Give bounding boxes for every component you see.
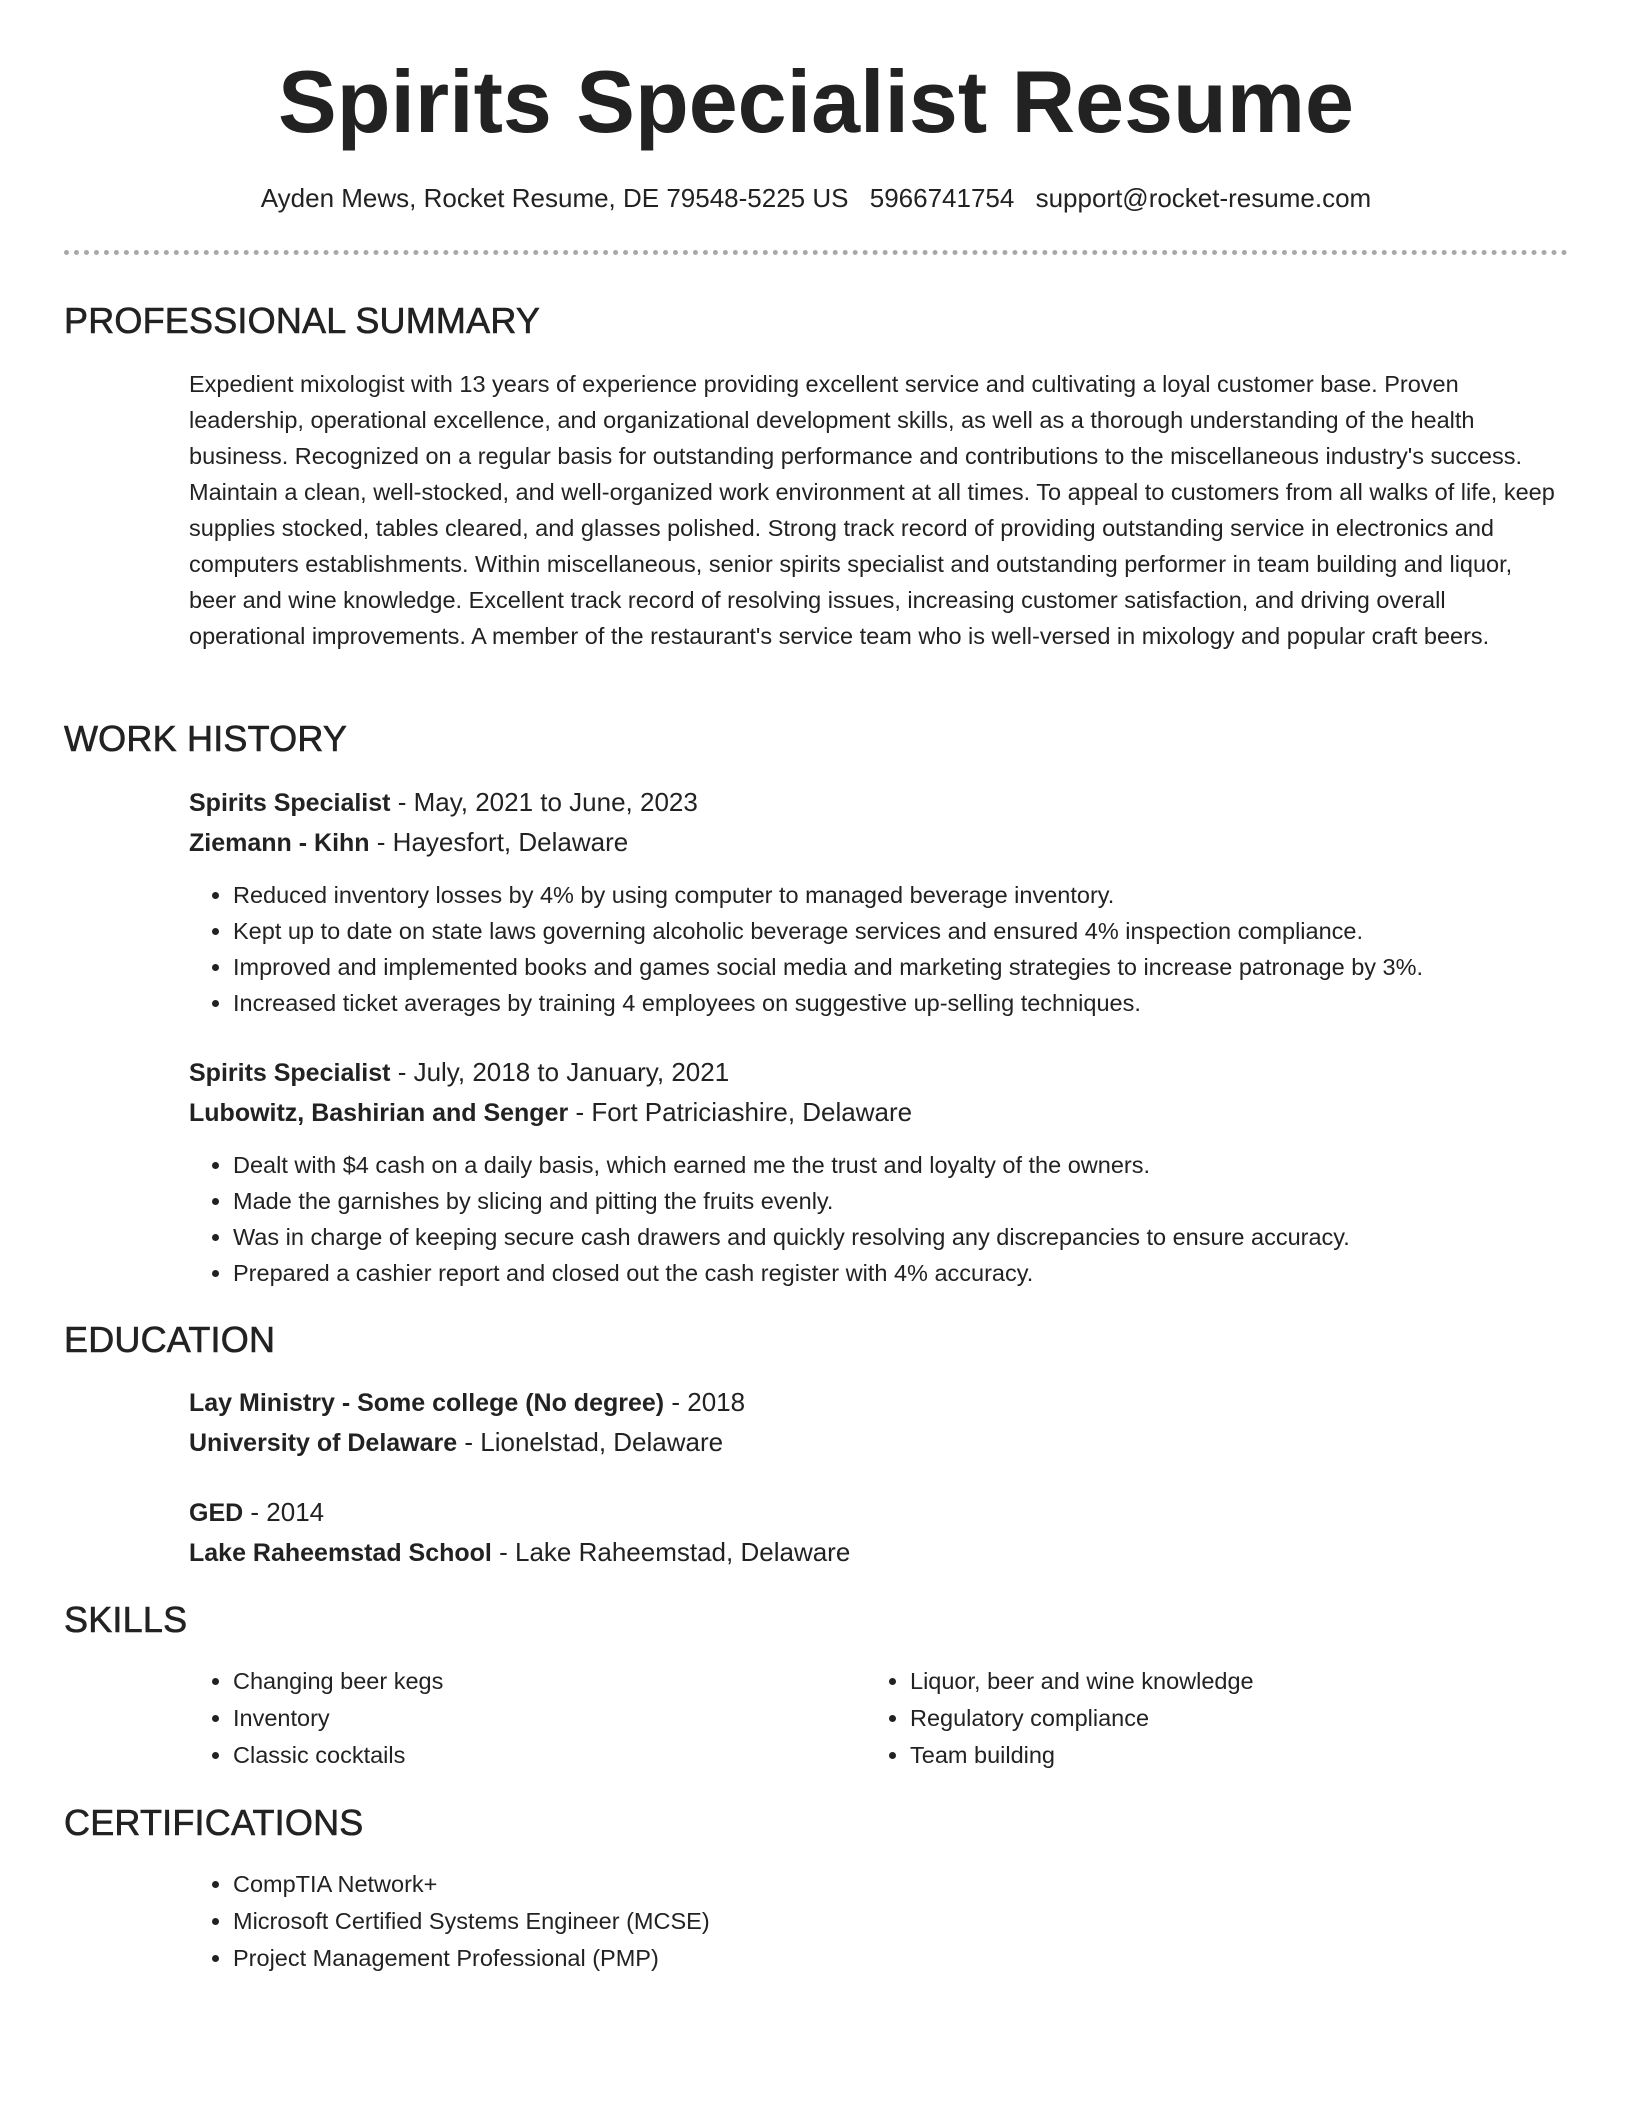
skills-list-right <box>866 1663 1254 1774</box>
list-item: • Classic cocktails <box>233 1737 443 1774</box>
header-divider <box>64 250 1568 255</box>
list-item: • Changing beer kegs <box>233 1663 443 1700</box>
job-2-role: Spirits Specialist <box>189 1059 391 1087</box>
edu-1-degree: Lay Ministry - Some college (No degree) <box>189 1389 665 1417</box>
list-item: • Microsoft Certified Systems Engineer (MCSE) <box>233 1903 710 1940</box>
job-2-location: - Fort Patriciashire, Delaware <box>568 1097 913 1127</box>
contact-line <box>0 180 1632 216</box>
contact-email: support@rocket-resume.com <box>1035 183 1372 213</box>
certifications-list <box>189 1866 710 1977</box>
job-2-bullets <box>189 1147 1350 1291</box>
job-1-location: - Hayesfort, Delaware <box>369 827 629 857</box>
edu-2-year: - 2014 <box>243 1497 325 1527</box>
work-history-heading: WORK HISTORY <box>64 718 348 759</box>
edu-1-school-line <box>189 1424 723 1461</box>
edu-2-degree: GED <box>189 1499 244 1527</box>
summary-text: Expedient mixologist with 13 years of experience providing excellent service and cultivating a loyal customer base. Proven leadership, operational excellence, and organizational development skills, as well as a thorough understanding of the health business. Recognized on a regular basis for outstanding performance and contributions to the miscellaneous industry's success. Maintain a clean, well-stocked, and well-organized work environment at all times. To appeal to customers from all walks of life, keep supplies stocked, tables cleared, and glasses polished. Strong track record of providing outstanding service in electronics and computers establishments. Within miscellaneous, senior spirits specialist and outstanding performer in team building and liquor, beer and wine knowledge. Excellent track record of resolving issues, increasing customer satisfaction, and driving overall operational improvements. A member of the restaurant's service team who is well-versed in mixology and popular craft beers. <box>189 371 1555 649</box>
job-2-title-line <box>189 1054 729 1091</box>
job-1-bullets <box>189 877 1423 1021</box>
list-item: • Increased ticket averages by training 4 employees on suggestive up-selling techniques. <box>233 985 1423 1021</box>
contact-address: Ayden Mews, Rocket Resume, DE 79548-5225 US <box>260 183 849 213</box>
edu-2-school-line <box>189 1534 850 1571</box>
job-2-company: Lubowitz, Bashirian and Senger <box>189 1099 569 1127</box>
list-item: • CompTIA Network+ <box>233 1866 710 1903</box>
list-item: • Kept up to date on state laws governing alcoholic beverage services and ensured 4% inspection compliance. <box>233 913 1423 949</box>
summary-heading: PROFESSIONAL SUMMARY <box>64 300 541 341</box>
list-item: • Regulatory compliance <box>910 1700 1254 1737</box>
edu-1-location: - Lionelstad, Delaware <box>457 1427 724 1457</box>
list-item: • Team building <box>910 1737 1254 1774</box>
list-item: • Improved and implemented books and games social media and marketing strategies to increase patronage by 3%. <box>233 949 1423 985</box>
list-item: • Reduced inventory losses by 4% by using computer to managed beverage inventory. <box>233 877 1423 913</box>
list-item: • Prepared a cashier report and closed out the cash register with 4% accuracy. <box>233 1255 1350 1291</box>
job-1-title-line <box>189 784 698 821</box>
edu-1-school: University of Delaware <box>189 1429 458 1457</box>
edu-1-year: - 2018 <box>664 1387 746 1417</box>
skills-list-left <box>189 1663 443 1774</box>
resume-title: Spirits Specialist Resume <box>278 52 1354 151</box>
contact-phone: 5966741754 <box>869 183 1015 213</box>
job-2-company-line <box>189 1094 912 1131</box>
list-item: • Inventory <box>233 1700 443 1737</box>
list-item: • Was in charge of keeping secure cash drawers and quickly resolving any discrepancies to ensure accuracy. <box>233 1219 1350 1255</box>
list-item: • Project Management Professional (PMP) <box>233 1940 710 1977</box>
education-heading: EDUCATION <box>64 1319 276 1360</box>
skills-heading: SKILLS <box>64 1599 188 1640</box>
certifications-heading: CERTIFICATIONS <box>64 1802 364 1843</box>
list-item: • Liquor, beer and wine knowledge <box>910 1663 1254 1700</box>
edu-2-location: - Lake Raheemstad, Delaware <box>491 1537 851 1567</box>
edu-2-school: Lake Raheemstad School <box>189 1539 492 1567</box>
job-1-company-line <box>189 824 628 861</box>
job-1-dates: - May, 2021 to June, 2023 <box>390 787 698 817</box>
edu-2-degree-line <box>189 1494 324 1531</box>
list-item: • Dealt with $4 cash on a daily basis, which earned me the trust and loyalty of the owners. <box>233 1147 1350 1183</box>
job-1-company: Ziemann - Kihn <box>189 829 370 857</box>
job-2-dates: - July, 2018 to January, 2021 <box>390 1057 730 1087</box>
list-item: • Made the garnishes by slicing and pitting the fruits evenly. <box>233 1183 1350 1219</box>
job-1-role: Spirits Specialist <box>189 789 391 817</box>
edu-1-degree-line <box>189 1384 745 1421</box>
